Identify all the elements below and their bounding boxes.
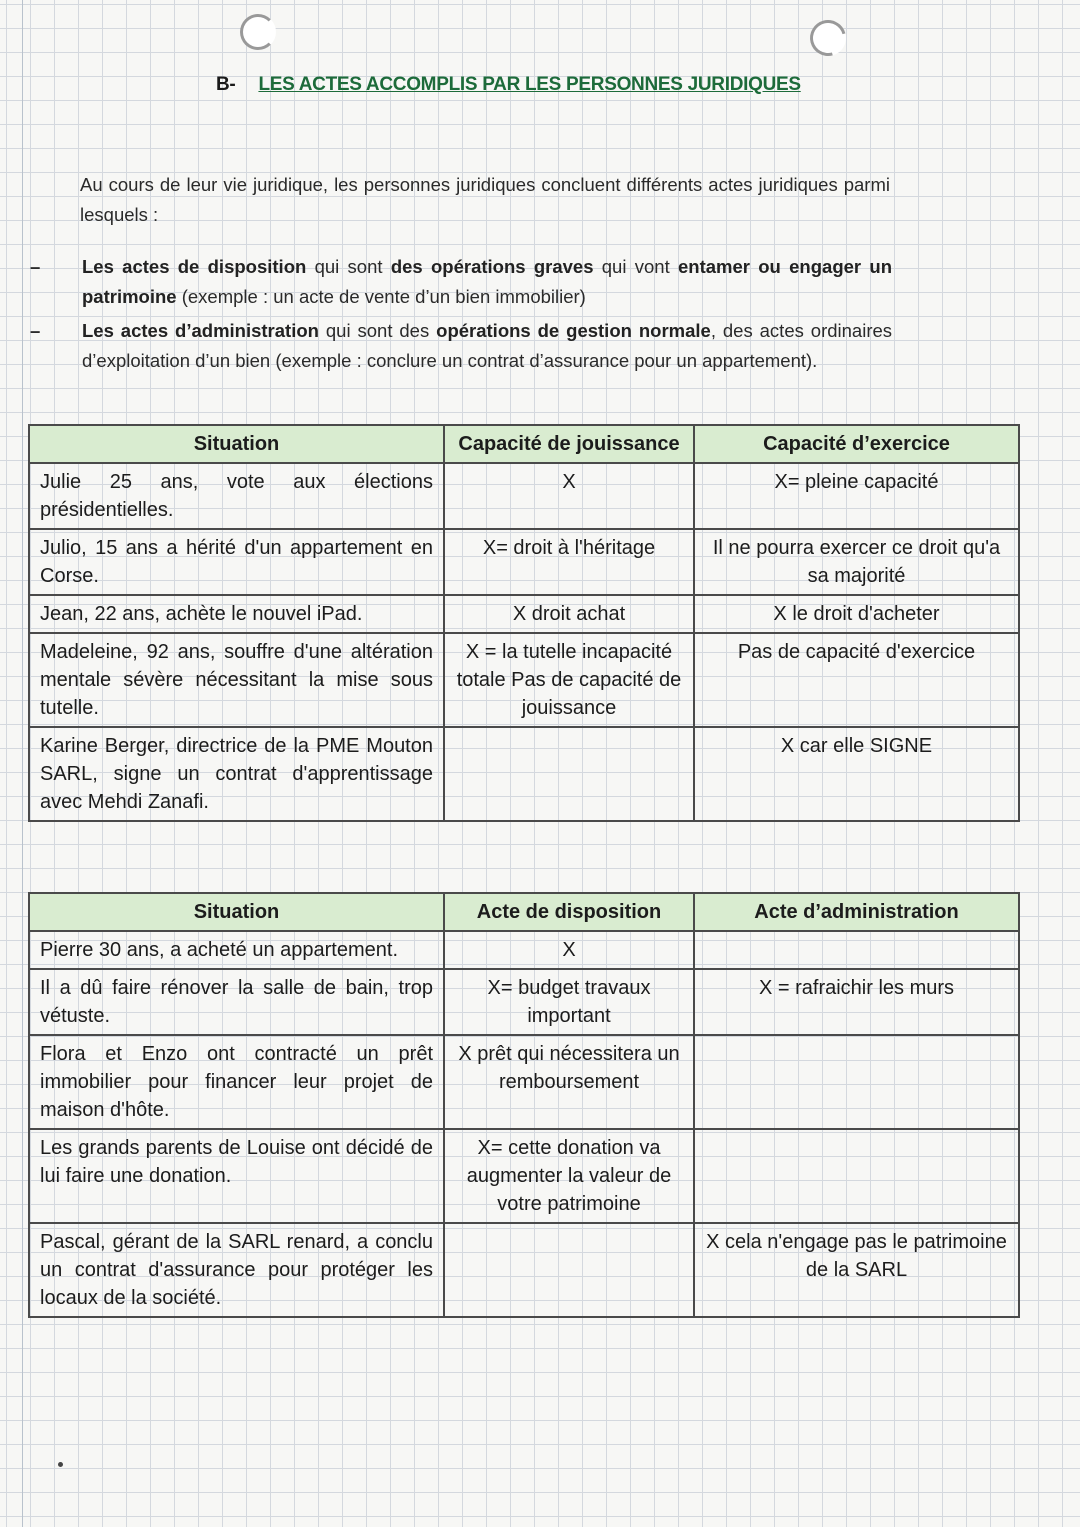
bullet-list	[30, 252, 892, 380]
section-title-text: LES ACTES ACCOMPLIS PAR LES PERSONNES JURIDIQUES	[258, 74, 801, 95]
exercice-cell: X= pleine capacité	[694, 463, 1019, 529]
situation-cell: Il a dû faire rénover la salle de bain, trop vétuste.	[29, 969, 444, 1035]
disposition-cell: X= budget travaux important	[444, 969, 694, 1035]
section-letter: B-	[216, 74, 236, 95]
table-row	[29, 529, 1019, 595]
situation-cell: Pascal, gérant de la SARL renard, a conclu un contrat d'assurance pour protéger les locaux de la société.	[29, 1223, 444, 1317]
header-acte-disposition: Acte de disposition	[444, 893, 694, 931]
situation-cell: Les grands parents de Louise ont décidé de lui faire une donation.	[29, 1129, 444, 1223]
bullet-actes-administration	[30, 316, 892, 376]
table-header-row	[29, 893, 1019, 931]
disposition-cell	[444, 1223, 694, 1317]
header-situation: Situation	[29, 893, 444, 931]
jouissance-cell: X droit achat	[444, 595, 694, 633]
header-situation: Situation	[29, 425, 444, 463]
situation-cell: Madeleine, 92 ans, souffre d'une altération mentale sévère nécessitant la mise sous tutelle.	[29, 633, 444, 727]
header-capacite-exercice: Capacité d’exercice	[694, 425, 1019, 463]
jouissance-cell: X = la tutelle incapacité totale Pas de capacité de jouissance	[444, 633, 694, 727]
bullet-text: qui sont des	[318, 320, 437, 341]
administration-cell: X cela n'engage pas le patrimoine de la SARL	[694, 1223, 1019, 1317]
table-row	[29, 931, 1019, 969]
bullet-term: Les actes de disposition	[82, 256, 307, 277]
table-row	[29, 633, 1019, 727]
situation-cell: Julie 25 ans, vote aux élections présidentielles.	[29, 463, 444, 529]
table-row	[29, 1035, 1019, 1129]
bullet-text: qui vont	[593, 256, 678, 277]
bullet-emphasis: entamer ou engager un patrimoine	[82, 256, 892, 307]
bullet-text: (exemple : un acte de vente d’un bien immobilier)	[176, 286, 586, 307]
table-row	[29, 463, 1019, 529]
table-header-row	[29, 425, 1019, 463]
bullet-text: qui sont	[306, 256, 391, 277]
disposition-cell: X	[444, 931, 694, 969]
header-capacite-jouissance: Capacité de jouissance	[444, 425, 694, 463]
bullet-dash: –	[30, 256, 41, 277]
punch-hole	[240, 14, 276, 50]
disposition-cell: X prêt qui nécessitera un remboursement	[444, 1035, 694, 1129]
situation-cell: Julio, 15 ans a hérité d'un appartement en Corse.	[29, 529, 444, 595]
bullet-emphasis: des opérations graves	[390, 256, 594, 277]
situation-cell: Karine Berger, directrice de la PME Mouton SARL, signe un contrat d'apprentissage avec Mehdi Zanafi.	[29, 727, 444, 821]
punch-hole	[803, 13, 852, 62]
acts-table	[28, 892, 1020, 1318]
situation-cell: Jean, 22 ans, achète le nouvel iPad.	[29, 595, 444, 633]
table-row	[29, 1223, 1019, 1317]
disposition-cell: X= cette donation va augmenter la valeur de votre patrimoine	[444, 1129, 694, 1223]
table-row	[29, 595, 1019, 633]
jouissance-cell: X= droit à l'héritage	[444, 529, 694, 595]
table-row	[29, 1129, 1019, 1223]
jouissance-cell: X	[444, 463, 694, 529]
bullet-emphasis: opérations de gestion normale	[436, 320, 711, 341]
bullet-text: , des actes ordinaires d’exploitation d’un bien (exemple : conclure un contrat d’assurance pour un appartement).	[82, 320, 893, 371]
administration-cell	[694, 1035, 1019, 1129]
intro-paragraph: Au cours de leur vie juridique, les personnes juridiques concluent différents actes juridiques parmi lesquels :	[80, 174, 890, 225]
capacity-table	[28, 424, 1020, 822]
exercice-cell: Pas de capacité d'exercice	[694, 633, 1019, 727]
exercice-cell: X le droit d'acheter	[694, 595, 1019, 633]
table-row	[29, 969, 1019, 1035]
situation-cell: Pierre 30 ans, a acheté un appartement.	[29, 931, 444, 969]
bullet-term: Les actes d’administration	[82, 320, 319, 341]
table-row	[29, 727, 1019, 821]
administration-cell	[694, 931, 1019, 969]
situation-cell: Flora et Enzo ont contracté un prêt immobilier pour financer leur projet de maison d'hôte.	[29, 1035, 444, 1129]
section-title	[216, 74, 801, 96]
margin-line	[22, 0, 23, 1527]
bullet-actes-disposition	[30, 252, 892, 312]
jouissance-cell	[444, 727, 694, 821]
administration-cell: X = rafraichir les murs	[694, 969, 1019, 1035]
administration-cell	[694, 1129, 1019, 1223]
bullet-dash: –	[30, 320, 41, 341]
ink-dot	[58, 1462, 63, 1467]
header-acte-administration: Acte d’administration	[694, 893, 1019, 931]
exercice-cell: X car elle SIGNE	[694, 727, 1019, 821]
exercice-cell: Il ne pourra exercer ce droit qu'a sa majorité	[694, 529, 1019, 595]
